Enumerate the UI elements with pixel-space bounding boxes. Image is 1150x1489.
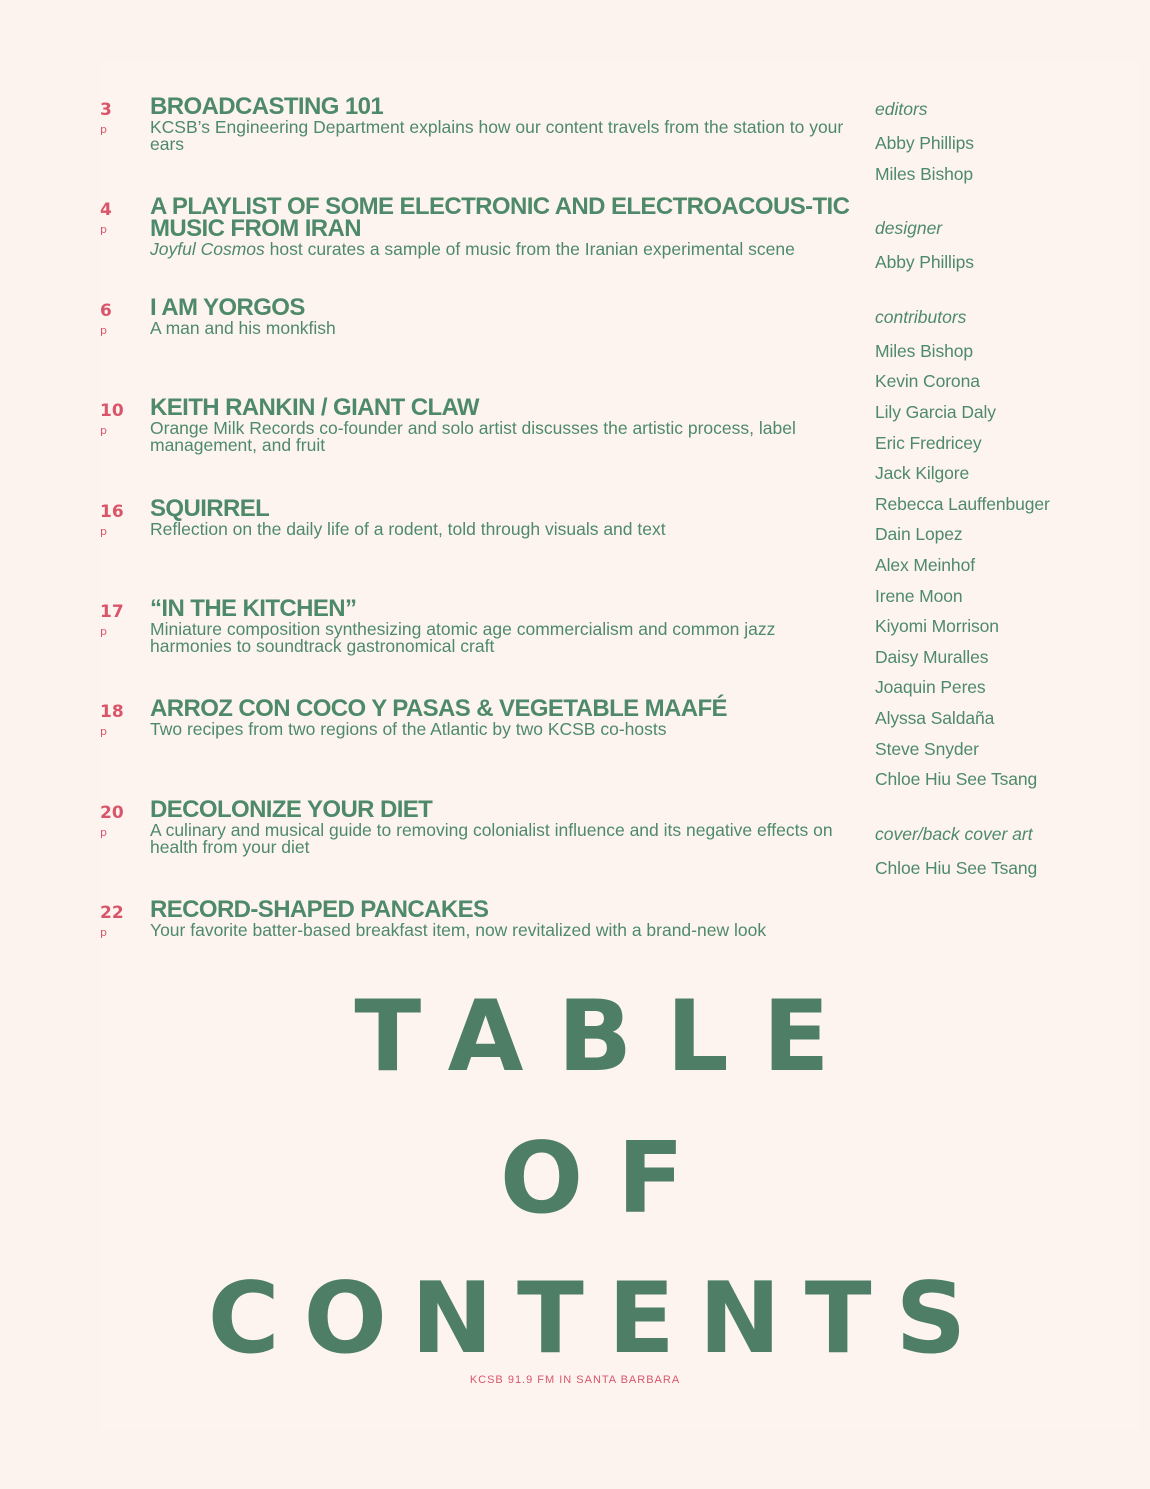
entry-description-text: Miniature composition synthesizing atomic age commercialism and common jazz harmonies to soundtrack gastronomical craft: [150, 618, 776, 656]
credit-group: [875, 98, 1135, 189]
toc-entry[interactable]: [100, 193, 850, 296]
page-number: 3: [100, 100, 112, 120]
credit-group: [875, 217, 1135, 278]
entry-description: [150, 721, 850, 738]
heading-line-of: OF: [499, 1122, 719, 1236]
credit-name: Miles Bishop: [875, 340, 974, 361]
toc-entry[interactable]: [100, 293, 850, 397]
page-number: 6: [100, 300, 112, 321]
credit-name: Joaquin Peres: [875, 677, 986, 698]
credit-name: Alyssa Saldaña: [875, 707, 995, 728]
entry-description-text: Your favorite batter-based breakfast item, now revitalized with a brand-new look: [150, 920, 767, 941]
credit-name: Miles Bishop: [875, 163, 974, 184]
entry-description-text: KCSB’s Engineering Department explains how our content travels from the station to your ears: [150, 117, 844, 154]
entry-description: [150, 420, 850, 454]
heading-line-table: TABLE: [354, 980, 864, 1094]
entry-description-text: Reflection on the daily life of a rodent, told through visuals and text: [150, 518, 666, 539]
entry-description: [150, 317, 850, 338]
toc-entry[interactable]: [100, 695, 850, 798]
credits-column: [875, 98, 1135, 911]
entry-title: A PLAYLIST OF SOME ELECTRONIC AND ELECTROACOUS-TIC MUSIC FROM IRAN: [150, 193, 850, 243]
entry-text: [150, 293, 850, 338]
entry-description-text: Orange Milk Records co-founder and solo artist discusses the artistic process, label management, and fruit: [150, 418, 796, 456]
entry-title: ARROZ CON COCO Y PASAS & VEGETABLE MAAFÉ: [150, 695, 727, 723]
page-suffix: p: [100, 323, 107, 337]
entry-description: [150, 618, 850, 656]
page-number: 10: [100, 401, 124, 422]
toc-entry[interactable]: [100, 394, 850, 497]
entry-description: [150, 922, 850, 939]
entry-title: “IN THE KITCHEN”: [150, 594, 357, 622]
credit-name: Irene Moon: [875, 585, 963, 606]
credit-name: Lily Garcia Daly: [875, 401, 996, 422]
entry-title: BROADCASTING 101: [150, 93, 384, 120]
page-number: 20: [100, 802, 124, 823]
page-suffix: p: [100, 123, 107, 136]
credit-name: Rebecca Lauffenbuger: [875, 493, 1050, 514]
page-suffix: p: [100, 223, 107, 237]
page-suffix: p: [100, 825, 107, 839]
page-suffix: p: [100, 524, 107, 538]
credit-role: editors: [875, 99, 928, 119]
credit-name: Chloe Hiu See Tsang: [875, 769, 1038, 790]
credit-name: Eric Fredricey: [875, 432, 982, 453]
credit-name: Kiyomi Morrison: [875, 616, 999, 637]
credit-name: Alex Meinhof: [875, 554, 975, 575]
toc-entry[interactable]: [100, 795, 850, 899]
entry-title: DECOLONIZE YOUR DIET: [150, 795, 433, 823]
toc-entry[interactable]: [100, 494, 850, 598]
credit-name: Chloe Hiu See Tsang: [875, 857, 1038, 878]
credit-name: Abby Phillips: [875, 252, 974, 273]
entry-text: [150, 695, 850, 740]
entry-description-text: Two recipes from two regions of the Atlantic by two KCSB co-hosts: [150, 719, 667, 740]
page-number: 18: [100, 702, 124, 723]
entry-description: [150, 518, 850, 539]
entry-title: I AM YORGOS: [150, 293, 305, 321]
page-suffix: p: [100, 725, 107, 739]
page-number: 16: [100, 501, 124, 522]
table-of-contents: [100, 93, 850, 1000]
credit-name: Jack Kilgore: [875, 463, 970, 484]
credit-name: Steve Snyder: [875, 738, 979, 759]
credit-name: Daisy Muralles: [875, 646, 989, 667]
entry-text: [150, 93, 850, 154]
entry-title: KEITH RANKIN / GIANT CLAW: [150, 394, 479, 422]
entry-description-text: A man and his monkfish: [150, 317, 336, 338]
page-number: 17: [100, 601, 124, 622]
station-footer: KCSB 91.9 FM IN SANTA BARBARA: [469, 1374, 681, 1386]
entry-text: [150, 494, 850, 539]
credit-group: [875, 306, 1135, 795]
entry-description: [150, 819, 850, 857]
credit-role: contributors: [875, 306, 967, 327]
credit-role: designer: [875, 218, 943, 239]
toc-entry[interactable]: [100, 93, 850, 196]
page-suffix: p: [100, 926, 107, 940]
entry-description: [150, 119, 850, 153]
credit-name: Abby Phillips: [875, 133, 974, 153]
entry-description-text: A culinary and musical guide to removing colonialist influence and its negative effects on health from your diet: [150, 819, 833, 857]
entry-text: [150, 795, 850, 857]
entry-title: RECORD-SHAPED PANCAKES: [150, 896, 489, 924]
toc-entry[interactable]: [100, 594, 850, 698]
heading-line-contents: CONTENTS: [207, 1262, 991, 1376]
entry-description-text: host curates a sample of music from the Iranian experimental scene: [264, 239, 795, 260]
page-number: 22: [100, 903, 124, 924]
entry-description: [150, 241, 850, 258]
credit-role: cover/back cover art: [875, 823, 1033, 844]
entry-text: [150, 896, 850, 941]
entry-title: SQUIRREL: [150, 494, 270, 522]
entry-text: [150, 394, 850, 456]
entry-text: [150, 594, 850, 656]
credit-name: Kevin Corona: [875, 371, 980, 392]
page-suffix: p: [100, 624, 107, 638]
entry-text: [150, 193, 850, 260]
credit-name: Dain Lopez: [875, 524, 963, 545]
page-number: 4: [100, 200, 112, 221]
entry-description-italic: Joyful Cosmos: [150, 239, 265, 260]
page-suffix: p: [100, 424, 107, 438]
credit-group: [875, 823, 1135, 884]
